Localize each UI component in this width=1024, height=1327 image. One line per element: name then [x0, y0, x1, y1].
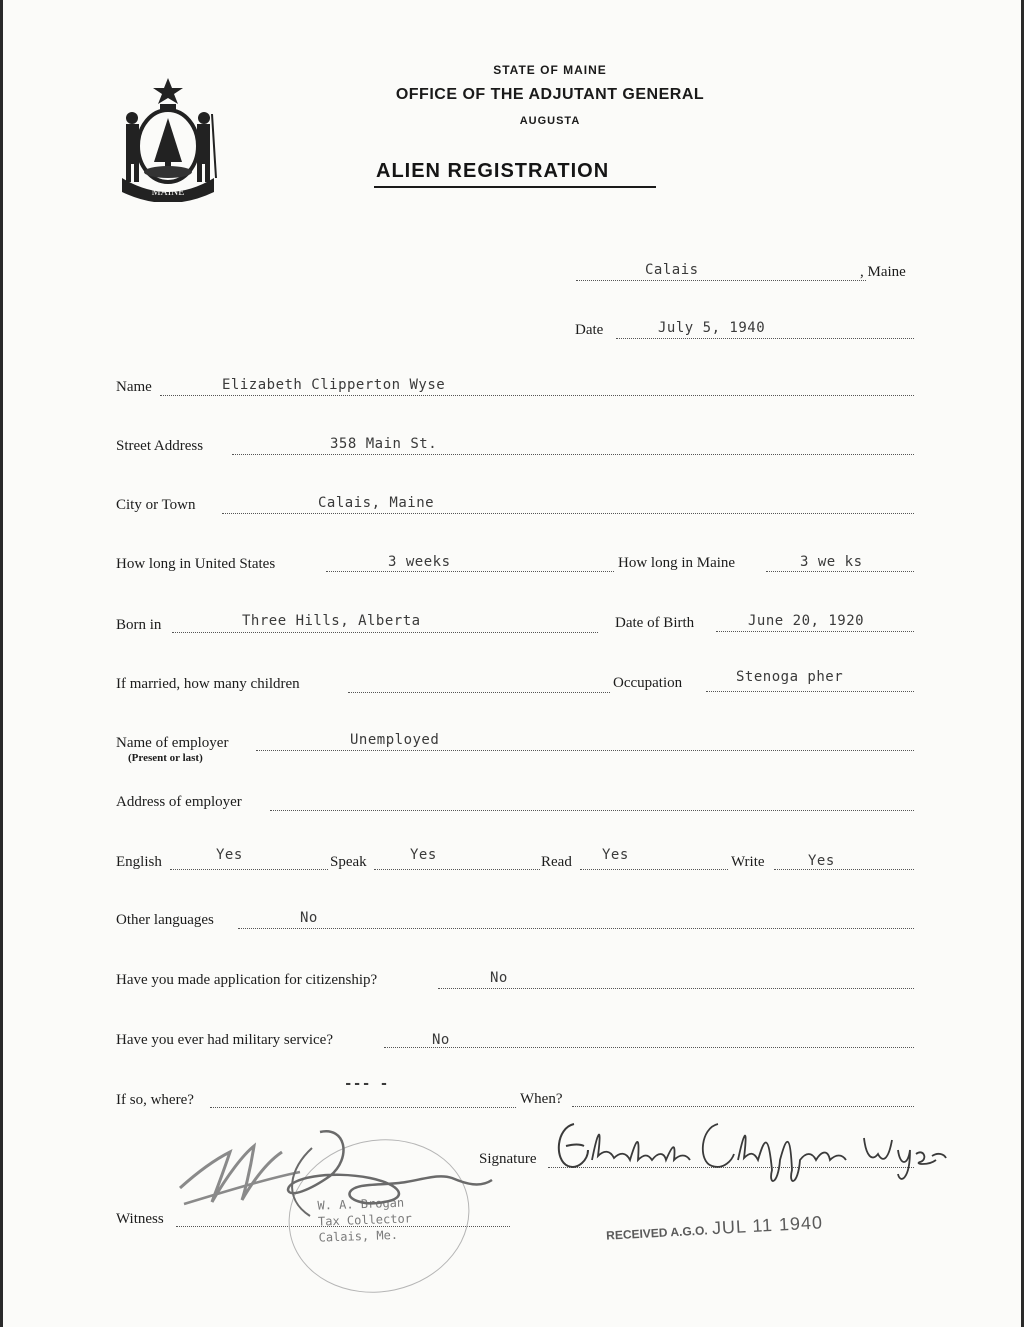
signature-field-line [548, 1167, 914, 1168]
citizenship-field-line [438, 988, 914, 989]
citizenship-label: Have you made application for citizenship? [116, 972, 378, 988]
occupation-label: Occupation [613, 675, 683, 691]
when-label: When? [520, 1091, 563, 1107]
citizenship-value: No [490, 970, 508, 986]
born-in-value: Three Hills, Alberta [242, 613, 421, 629]
speak-field-line [374, 869, 540, 870]
employer-sublabel: (Present or last) [128, 752, 203, 764]
children-label: If married, how many children [116, 676, 300, 692]
military-field-line [384, 1047, 914, 1048]
date-value: July 5, 1940 [658, 320, 766, 336]
street-label: Street Address [116, 438, 204, 454]
military-label: Have you ever had military service? [116, 1032, 333, 1048]
speak-value: Yes [410, 847, 437, 863]
write-field-line [774, 869, 914, 870]
form-title: ALIEN REGISTRATION [376, 160, 610, 182]
when-field-line [572, 1106, 914, 1107]
dob-value: June 20, 1920 [748, 613, 865, 629]
dob-field-line [716, 631, 914, 632]
employer-label: Name of employer [116, 735, 229, 751]
where-value: --- - [344, 1076, 389, 1092]
read-field-line [580, 869, 728, 870]
name-value: Elizabeth Clipperton Wyse [222, 377, 446, 393]
signature-label: Signature [479, 1151, 537, 1167]
english-field-line [170, 869, 328, 870]
write-label: Write [731, 854, 765, 870]
maine-duration-value: 3 we ks [800, 554, 863, 570]
office-heading: OFFICE OF THE ADJUTANT GENERAL [395, 86, 705, 103]
born-in-label: Born in [116, 617, 162, 633]
other-languages-value: No [300, 910, 318, 926]
city-heading: AUGUSTA [519, 115, 581, 127]
english-value: Yes [216, 847, 243, 863]
occupation-value: Stenoga pher [736, 669, 844, 685]
place-suffix: , Maine [860, 264, 906, 280]
state-seal-icon [112, 74, 224, 202]
city-field-line [222, 513, 914, 514]
title-underline [374, 186, 656, 188]
stamp-line-place: Calais, Me. [318, 1227, 399, 1245]
read-label: Read [541, 854, 572, 870]
military-value: No [432, 1032, 450, 1048]
stamp-line-name: W. A. Brogan [317, 1195, 405, 1213]
witness-label: Witness [116, 1211, 164, 1227]
street-value: 358 Main St. [330, 436, 438, 452]
us-duration-label: How long in United States [116, 556, 276, 572]
place-value: Calais [645, 262, 699, 278]
seal-banner-text: MAINE [151, 187, 185, 198]
other-languages-label: Other languages [116, 912, 214, 928]
english-label: English [116, 854, 162, 870]
name-field-line [160, 395, 914, 396]
maine-duration-label: How long in Maine [618, 555, 736, 571]
city-value: Calais, Maine [318, 495, 435, 511]
place-field-line [576, 280, 866, 281]
name-label: Name [116, 379, 152, 395]
received-stamp-date: JUL 11 1940 [711, 1212, 824, 1239]
state-heading: STATE OF MAINE [493, 63, 607, 77]
employer-address-field-line [270, 810, 914, 811]
us-duration-field-line [326, 571, 614, 572]
where-field-line [210, 1107, 516, 1108]
us-duration-value: 3 weeks [388, 554, 451, 570]
where-label: If so, where? [116, 1092, 194, 1108]
dob-label: Date of Birth [615, 615, 695, 631]
other-languages-field-line [238, 928, 914, 929]
speak-label: Speak [330, 854, 367, 870]
street-field-line [232, 454, 914, 455]
maine-duration-field-line [766, 571, 914, 572]
born-in-field-line [172, 632, 598, 633]
date-field-line [616, 338, 914, 339]
employer-field-line [256, 750, 914, 751]
children-field-line [348, 692, 610, 693]
read-value: Yes [602, 847, 629, 863]
occupation-field-line [706, 691, 914, 692]
city-label: City or Town [116, 497, 196, 513]
employer-address-label: Address of employer [116, 794, 242, 810]
stamp-line-title: Tax Collector [317, 1211, 413, 1229]
date-label: Date [575, 322, 604, 338]
witness-stamp [317, 1194, 413, 1245]
employer-value: Unemployed [350, 732, 440, 748]
write-value: Yes [808, 853, 835, 869]
received-stamp-prefix: RECEIVED A.G.O. [605, 1223, 709, 1243]
